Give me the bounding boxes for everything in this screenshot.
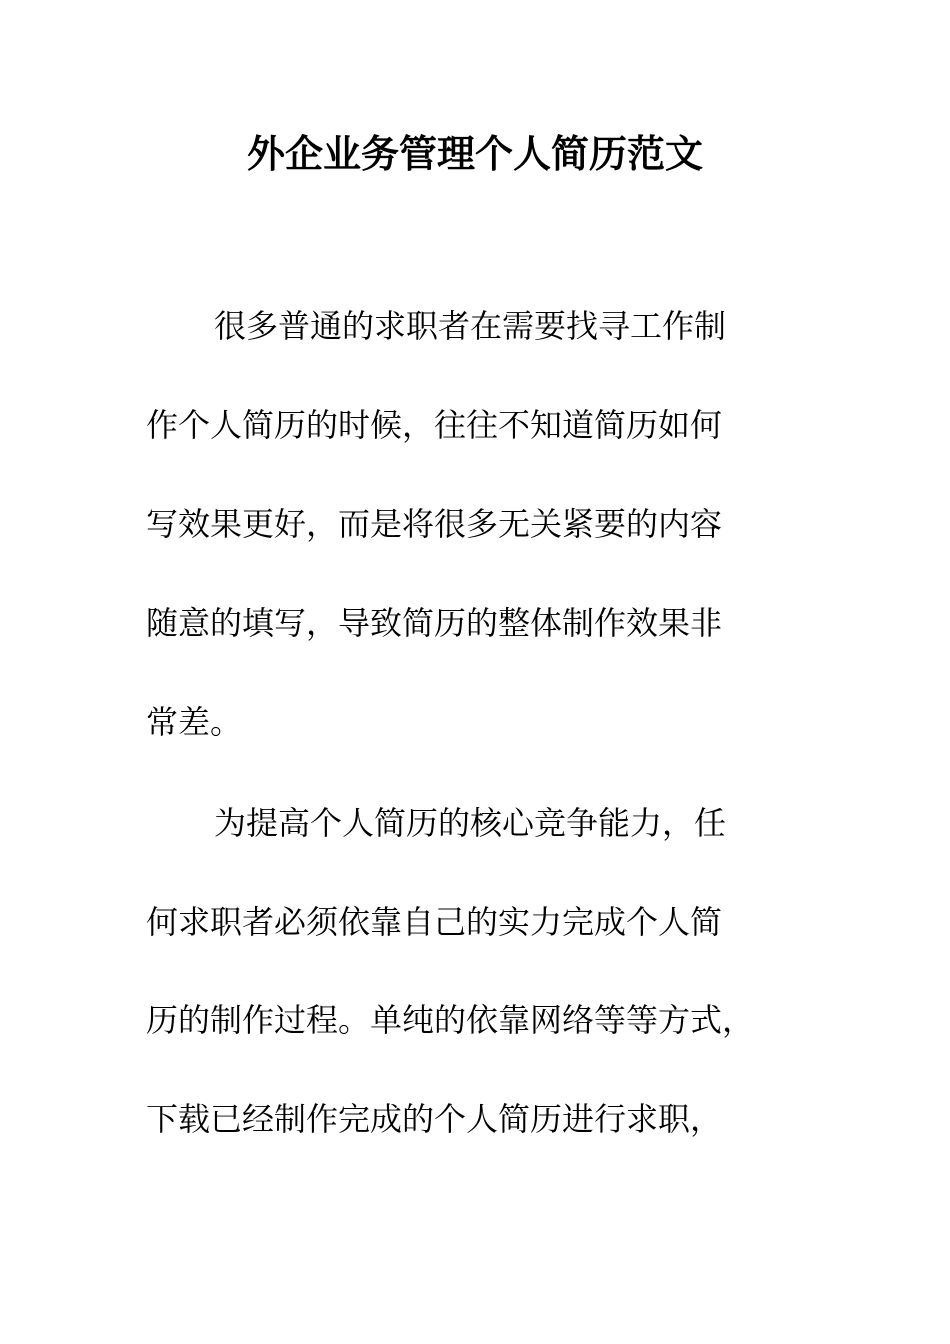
page-title: 外企业务管理个人简历范文 (246, 131, 703, 176)
text-line: 作个人简历的时候，往往不知道简历如何 (146, 406, 723, 444)
text-line: 随意的填写，导致简历的整体制作效果非 (146, 604, 723, 642)
text-line: 何求职者必须依靠自己的实力完成个人简 (146, 903, 723, 941)
text-line: 常差。 (146, 703, 243, 741)
text-line: 历的制作过程。单纯的依靠网络等等方式， (146, 1001, 755, 1039)
text-line: 写效果更好，而是将很多无关紧要的内容 (146, 505, 723, 543)
text-line: 为提高个人简历的核心竞争能力，任 (214, 804, 727, 842)
text-line: 下载已经制作完成的个人简历进行求职， (146, 1100, 723, 1138)
text-line: 很多普通的求职者在需要找寻工作制 (214, 307, 727, 345)
